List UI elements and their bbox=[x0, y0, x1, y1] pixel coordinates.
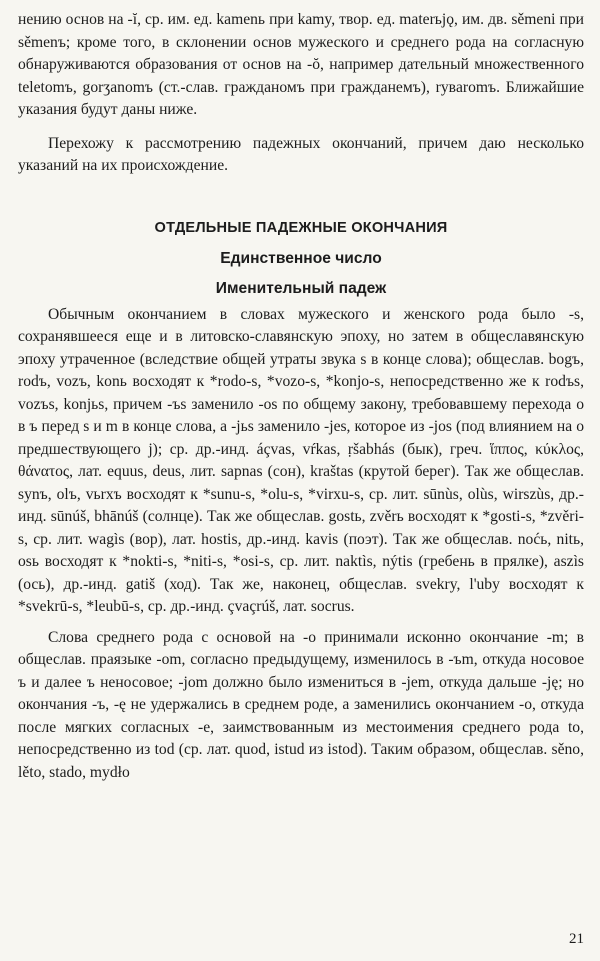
paragraph-continuation: нению основ на -ĭ, ср. им. ед. kamenь при kamy, твор. ед. materьjǫ, им. дв. sěmeni при sěmenъ; кроме того, в склонении основ мужеского и среднего рода на согласную обнаруживаются образования от основ на -ŏ, например дательный множественного teletomъ, gorʒanomъ (ст.-слав. гражданомъ при гражданемъ), ryʙaromъ. Ближайшие указания будут даны ниже. bbox=[18, 11, 584, 118]
paragraph-neuter: Слова среднего рода с основой на -o принимали исконно окончание -m; в общеслав. праязыке -om, согласно предыдущему, изменилось в -ъm, откуда носовое ъ и далее ъ неносовое; -jom должно было измениться в -jem, откуда дальше -ję; но окончания -ъ, -ę не удержались в среднем роде, а заменились окончанием -o, откуда после мягких согласных -e, заимствованным из местоимения среднего рода to, непосредственно из tod (ср. лат. quod, istud из istod). Таким образом, общеслав. sěno, lěto, stado, mydło bbox=[18, 628, 584, 781]
paragraph-intro: Перехожу к рассмотрению падежных окончаний, причем даю несколько указаний на их происхождение. bbox=[18, 134, 584, 174]
page-number: 21 bbox=[569, 931, 584, 947]
case-heading: Именительный падеж bbox=[215, 279, 387, 297]
section-heading: ОТДЕЛЬНЫЕ ПАДЕЖНЫЕ ОКОНЧАНИЯ bbox=[154, 219, 448, 236]
paragraph-nominative: Обычным окончанием в словах мужеского и женского рода было -s, сохранявшееся еще и в литовско-славянскую эпоху, но затем в общеславянскую эпоху утраченное (вследствие общей утраты звука s в конце слова); общеслав. bogъ, rodъ, vozъ, konь восходят к *rodo-s, *vozo-s, *konjo-s, непосредственно же к rodъs, vozъs, konjьs, причем -ъs заменило -os по общему закону, требовавшему перехода o в ъ перед s и m в конце слова, а -jьs заменило -jes, которое из -jos (под влиянием на o предшествующего j); ср. др.-инд. áçvas, vŕkas, ṛšabhás (бык), греч. ἵππος, κύκλος, θάνατος, лат. equus, deus, лит. sapnas (сон), kraštas (крутой берег). Так же общеслав. synъ, olъ, vьrxъ восходят к *sunu-s, *olu-s, *virxu-s, ср. лит. sūnùs, olùs, wirszùs, др.-инд. sūnúš, bhānúš (солнце). Так же общеслав. gostь, zvěrь восходят к *gosti-s, *zvěri-s, ср. лит. wagìs (вор), лат. hostis, др.-инд. kavis (поэт). Так же общеслав. noćь, nitь, osь восходят к *nokti-s, *niti-s, *osi-s, ср. лит. naktìs, nýtis (гребень в прялке), aszìs (ось), др.-инд. gatiš (ход). Так же, наконец, общеслав. svekry, l'uby восходят к *svekrū-s, *leubū-s, ср. др.-инд. çvaçrúš, лат. socrus. bbox=[18, 305, 584, 615]
subsection-heading: Единственное число bbox=[220, 249, 382, 267]
